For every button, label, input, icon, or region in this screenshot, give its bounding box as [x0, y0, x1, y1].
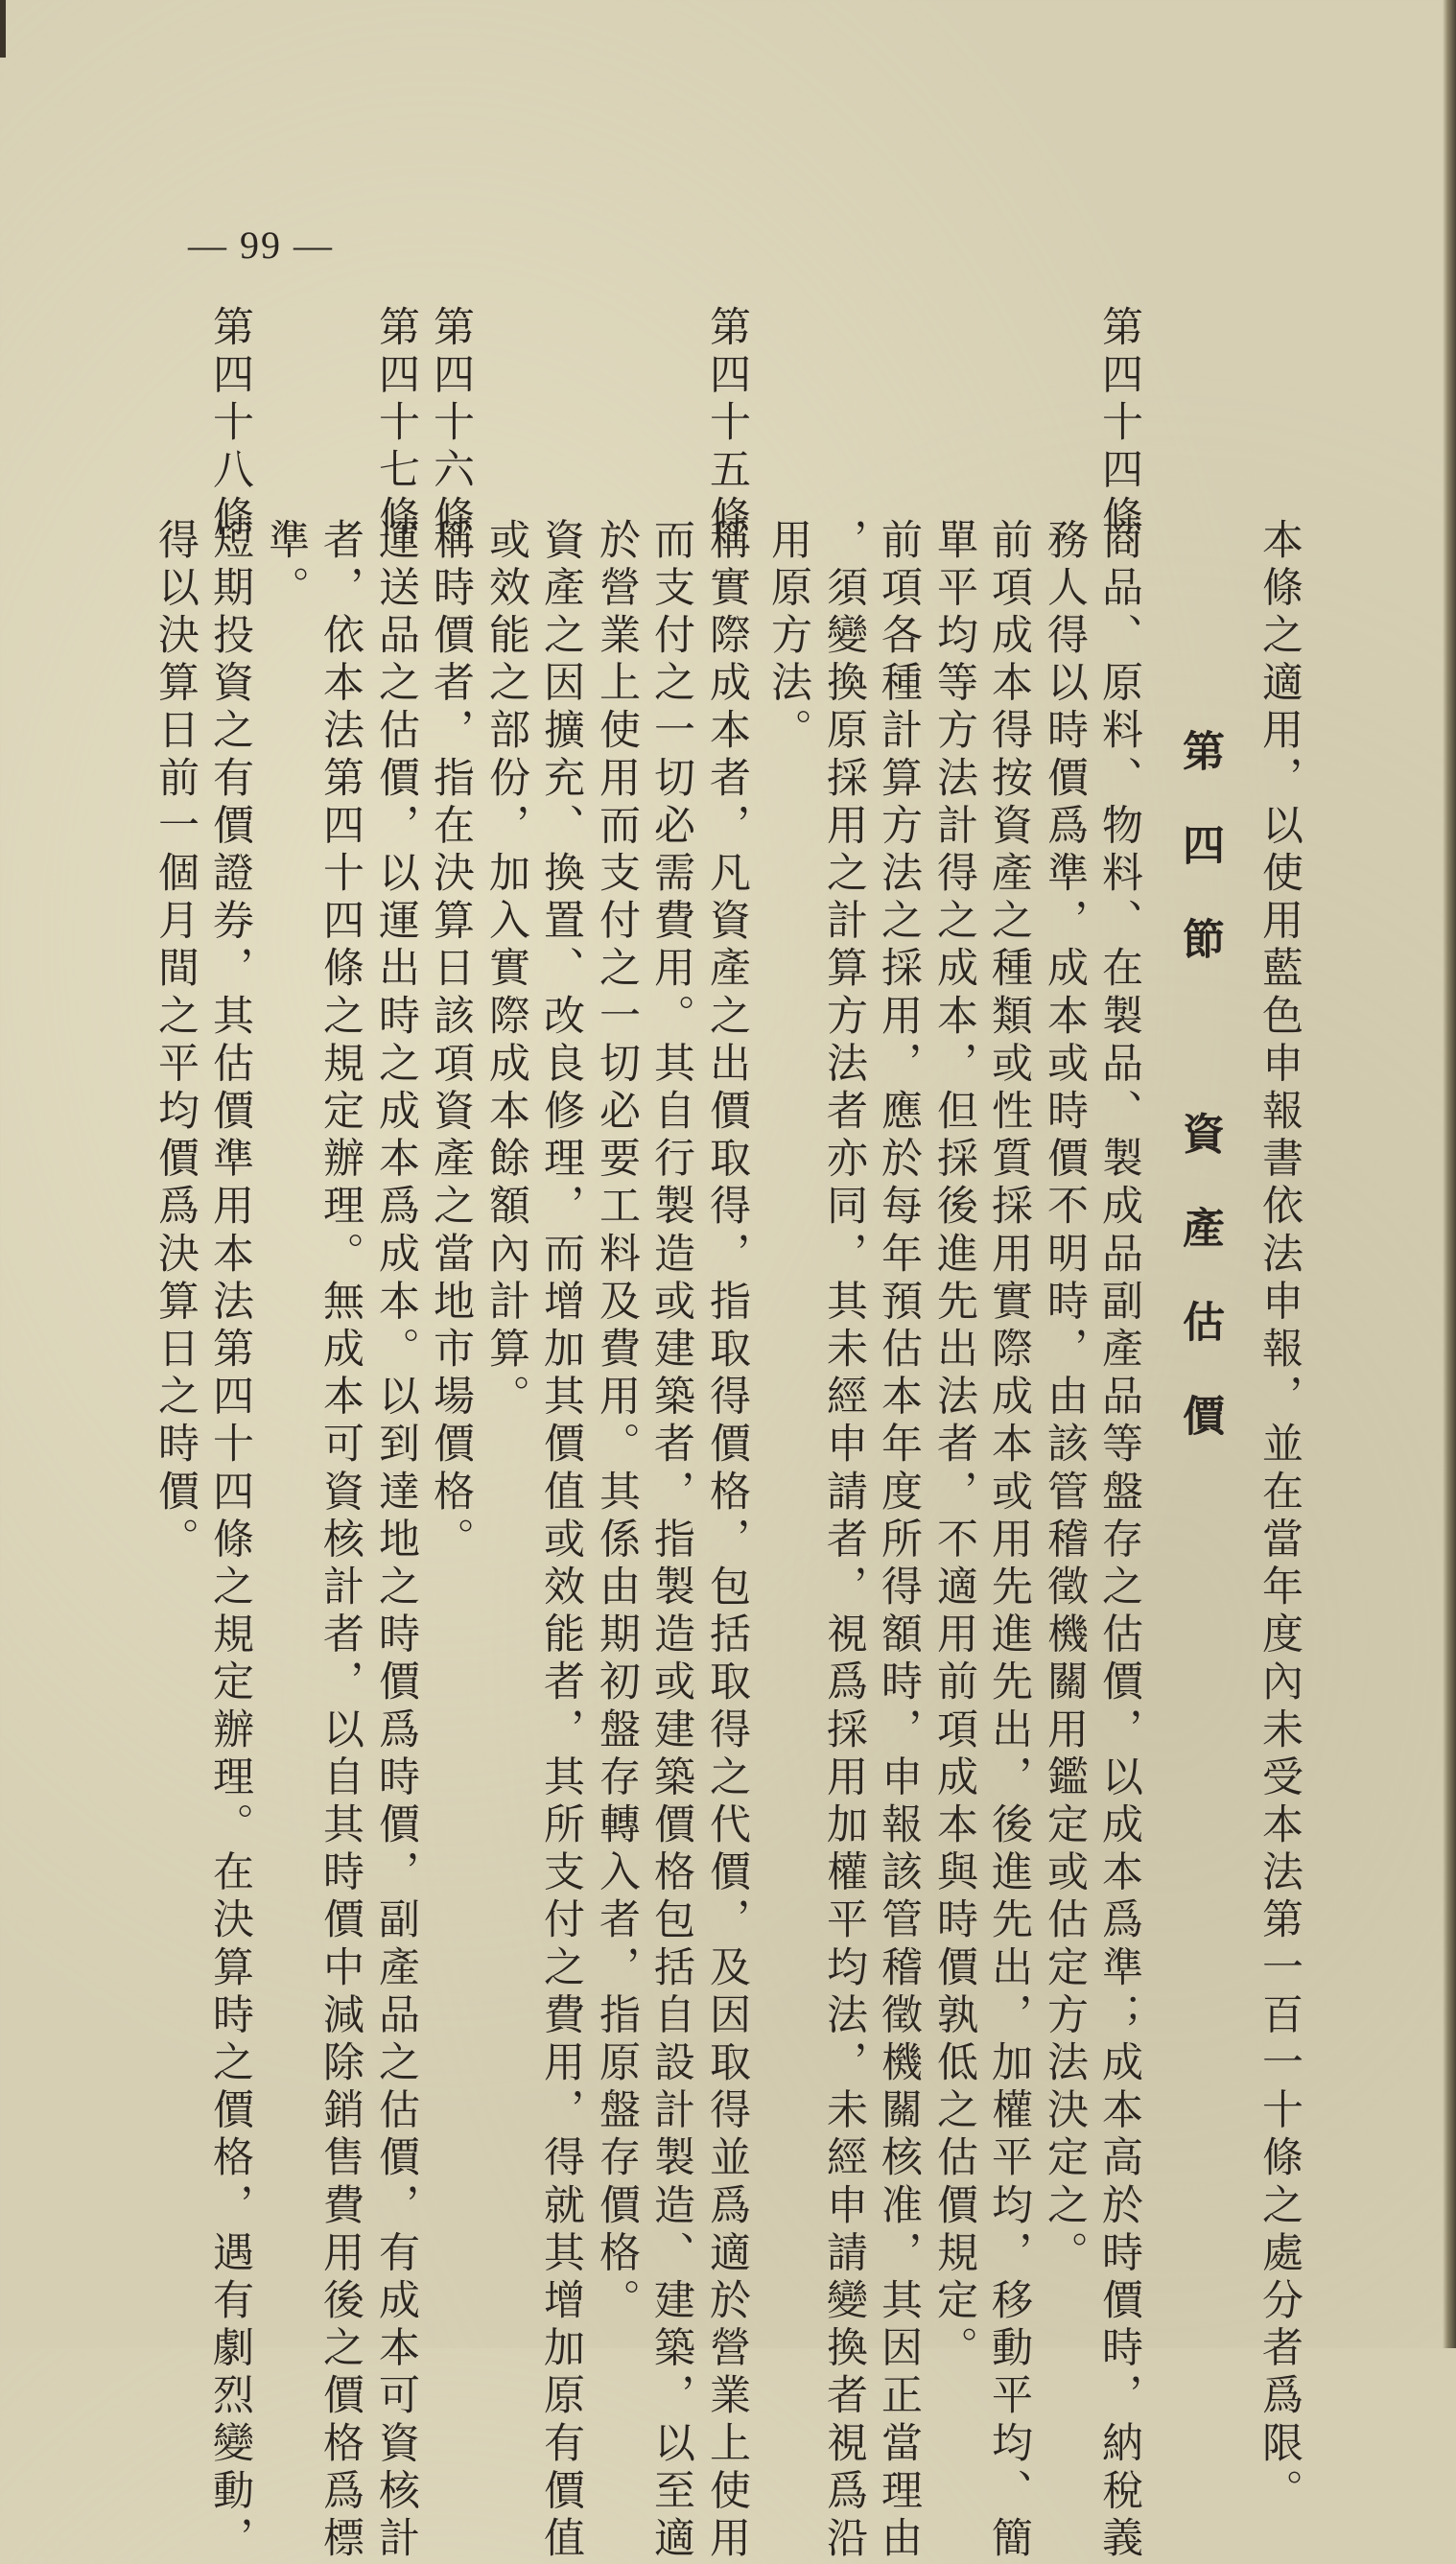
text-column: 準。 — [262, 518, 310, 614]
text-column: 得以決算日前一個月間之平均價爲決算日之時價。 — [152, 518, 200, 1565]
text-column: 者，依本法第四十四條之規定辦理。無成本可資核計者，以自其時價中減除銷售費用後之價格爲標 — [317, 518, 364, 2564]
article-label-45: 第四十五條 — [703, 305, 751, 543]
page-number: — 99 — — [188, 223, 334, 267]
page-edge-left — [0, 0, 6, 58]
text-column: 稱實際成本者，凡資產之出價取得，指取得價格，包括取得之代價，及因取得並爲適於營業上使用 — [703, 518, 751, 2564]
text-column: 而支付之一切必需費用。其自行製造或建築者，指製造或建築價格包括自設計製造、建築，以至適 — [647, 518, 695, 2564]
text-column: 運送品之估價，以運出時之成本爲成本。以到達地之時價爲時價，副產品之估價，有成本可資核計 — [372, 518, 420, 2564]
text-column: ，須變換原採用之計算方法者亦同，其未經申請者，視爲採用加權平均法，未經申請變換者視爲沿 — [820, 518, 868, 2564]
text-column: 商品、原料、物料、在製品、製成品副產品等盤存之估價，以成本爲準；成本高於時價時，納稅義 — [1095, 518, 1143, 2564]
text-column: 本條之適用，以使用藍色申報書依法申報，並在當年度內未受本法第一百一十條之處分者爲限。 — [1256, 518, 1303, 2517]
text-column: 資產之因擴充、換置、改良修理，而增加其價值或效能者，其所支付之費用，得就其增加原有價值 — [537, 518, 585, 2564]
article-label-48: 第四十八條 — [206, 305, 254, 543]
page-edge-right — [1443, 0, 1456, 2348]
text-column: 或效能之部份，加入實際成本餘額內計算。 — [482, 518, 530, 1423]
text-column: 短期投資之有價證券，其估價準用本法第四十四條之規定辦理。在決算時之價格，遇有劇烈變動， — [206, 518, 254, 2564]
text-column: 務人得以時價爲準，成本或時價不明時，由該管稽徵機關用鑑定或估定方法決定之。 — [1041, 518, 1089, 2279]
article-label-46: 第四十六條 — [427, 305, 475, 543]
text-column: 用原方法。 — [764, 518, 812, 756]
text-column: 於營業上使用而支付之一切必要工料及費用。其係由期初盤存轉入者，指原盤存價格。 — [593, 518, 641, 2326]
text-column: 稱時價者，指在決算日該項資產之當地市場價格。 — [427, 518, 475, 1565]
text-column: 單平均等方法計得之成本，但採後進先出法者，不適用前項成本與時價孰低之估價規定。 — [930, 518, 978, 2374]
section-heading: 第四節 資產估價 — [1175, 729, 1224, 1488]
article-label-47: 第四十七條 — [372, 305, 420, 543]
text-column: 前項各種計算方法之採用，應於每年預估本年度所得額時，申報該管稽徵機關核准，其因正當理由 — [875, 518, 923, 2564]
article-label-44: 第四十四條 — [1095, 305, 1143, 543]
text-column: 前項成本得按資產之種類或性質採用實際成本或用先進先出，後進先出，加權平均，移動平均、簡 — [985, 518, 1033, 2564]
